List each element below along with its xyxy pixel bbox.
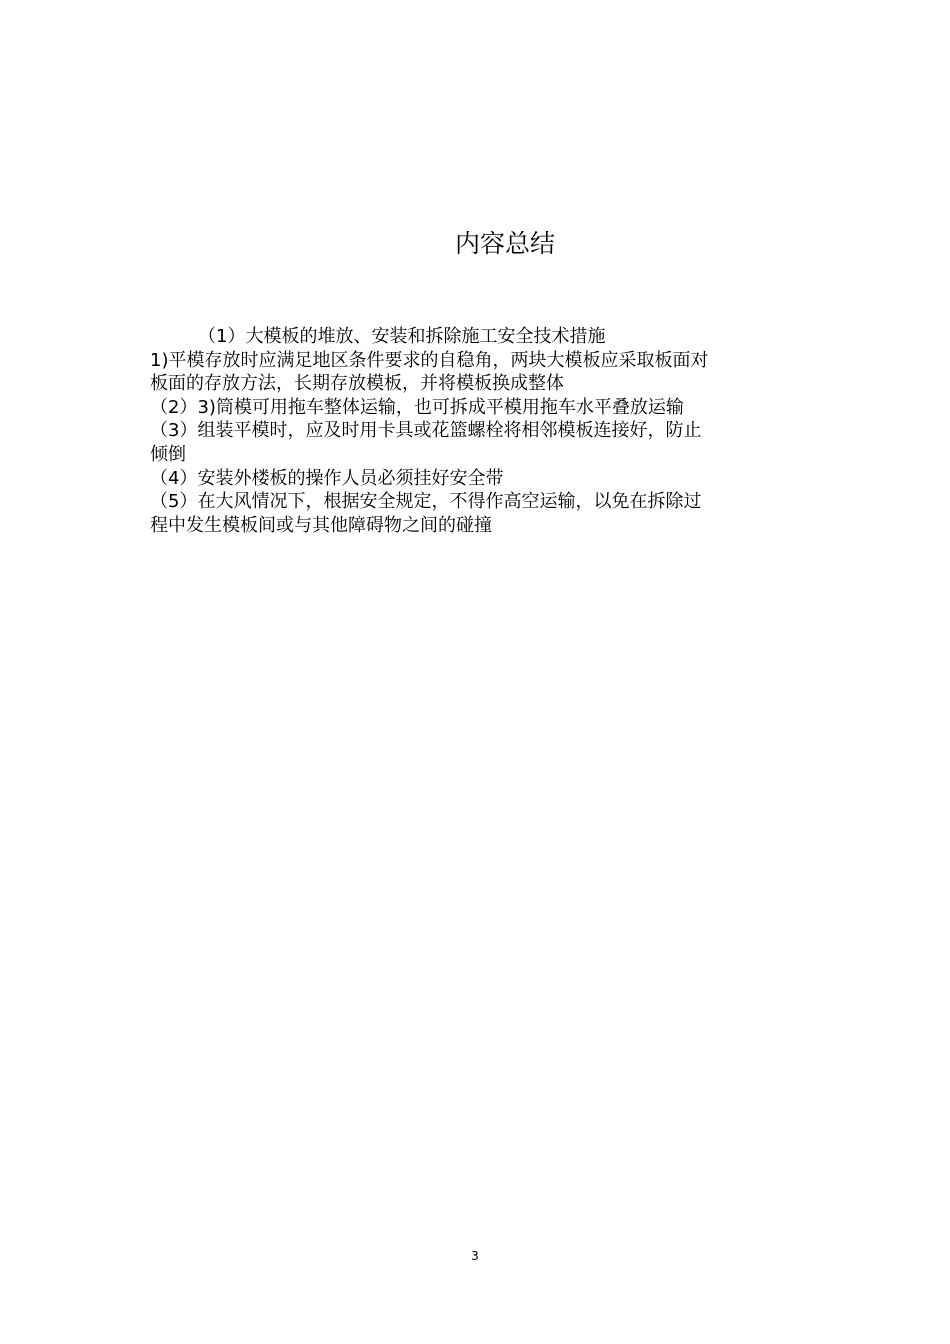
- summary-content: [150, 325, 800, 537]
- paragraph-line: 程中发生模板间或与其他障碍物之间的碰撞: [150, 514, 492, 536]
- paragraph-line: 1)平模存放时应满足地区条件要求的自稳角，两块大模板应采取板面对: [150, 349, 709, 371]
- paragraph-line: （5）在大风情况下，根据安全规定，不得作高空运输，以免在拆除过: [150, 491, 702, 513]
- paragraph-line: （2）3)筒模可用拖车整体运输，也可拆成平模用拖车水平叠放运输: [150, 396, 684, 418]
- paragraph-line: 板面的存放方法，长期存放模板，并将模板换成整体: [150, 373, 564, 395]
- page-number: 3: [471, 1249, 479, 1263]
- paragraph-line: 倾倒: [150, 443, 186, 465]
- paragraph-line: （3）组装平模时，应及时用卡具或花篮螺栓将相邻模板连接好，防止: [150, 420, 702, 442]
- paragraph-line: （1）大模板的堆放、安装和拆除施工安全技术措施: [198, 326, 606, 347]
- paragraph-line: （4）安装外楼板的操作人员必须挂好安全带: [150, 467, 504, 489]
- page-title: 内容总结: [454, 229, 555, 258]
